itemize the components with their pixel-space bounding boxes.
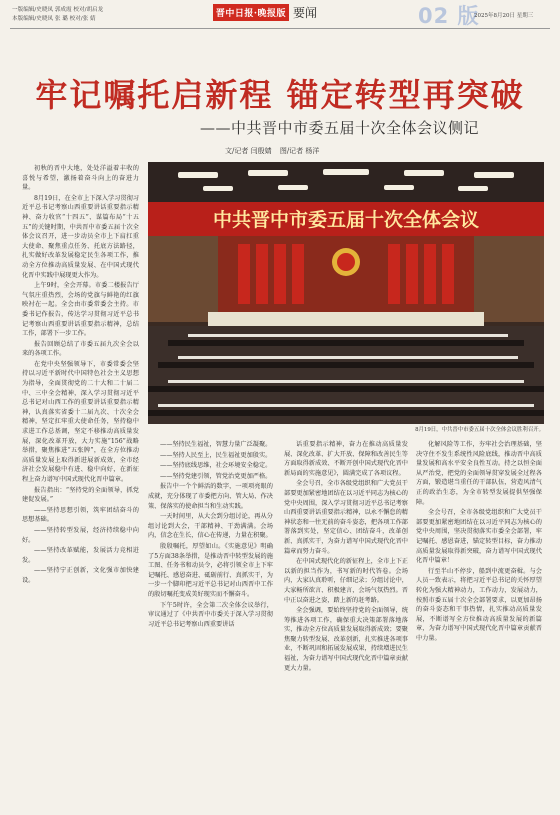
newspaper-logo: 晋中日报·晚报版 [213, 4, 289, 21]
article-paragraph: ——坚持转型发展，经济持续稳中向好。 [22, 526, 139, 544]
article-paragraph: 殷殷嘱托，厚望如山。《实施意见》明确了5方面38条举措，是推动晋中转型发展的施工图、任务书和动员令，必将引领全市上下牢记嘱托、感恩奋进、砥砺前行、真抓实干，为一步一个脚印把习近平总书记对山西晋中工作的殷切嘱托变成美好现实而不懈奋斗。 [148, 542, 273, 598]
article-paragraph: ——坚持思想引领，筑牢团结奋斗的思想基础。 [22, 506, 139, 524]
editors-line-2: 本版编辑/史晓凤 张 璐 校对/张 婧 [12, 16, 96, 22]
article-column-2 [148, 440, 273, 775]
article-paragraph: ——坚持党建引领，管党治党更加严格。 [160, 472, 272, 480]
article-subheadline: ——中共晋中市委五届十次全体会议侧记 [200, 119, 480, 137]
article-column-3 [284, 440, 408, 775]
header-divider [10, 28, 550, 29]
article-headline: 牢记嘱托启新程 锚定转型再突破 [35, 76, 525, 114]
article-paragraph: 报告中一个个鲜活的数字，一项项亮眼的成就，充分体现了市委把方向、管大局、作决策、保落实的使命担当和生动实践。 [148, 483, 273, 510]
article-paragraph: ——坚持人民至上，民生福祉更加殷实。 [160, 451, 272, 459]
article-column-1 [22, 164, 139, 776]
page-number: 02 版 [418, 4, 480, 28]
photo-banner-text: 中共晋中市委五届十次全体会议 [212, 209, 480, 231]
article-paragraph: 8月19日，在全市上下深入学习贯彻习近平总书记考察山西重要讲话重要指示精神、奋力收官“十四五”、谋篇布局“十五五”的关键时期，中共晋中市委五届十次全体会议召开，进一步动员全市上下肩扛重大使命、聚焦重点任务、托底方法路径，扎实做好改革发展稳定民生各项工作，推动全方位推动高质量发展、在中国式现代化晋中实践中展现更大作为。 [22, 194, 139, 279]
article-paragraph: 下午5时许，全会第二次全体会议举行，审议通过了《中共晋中市委关于深入学习贯彻习近平总书记考察山西重要讲话 [148, 601, 273, 628]
editors-credits [12, 6, 212, 24]
editors-line-1: 一版编辑/史晓凤 郭成霞 校对/胡启龙 [12, 7, 104, 13]
article-paragraph: ——坚持改革赋能，发展活力竞相迸发。 [22, 547, 139, 564]
article-paragraph: 在党中央坚强领导下，市委常委会坚持以习近平新时代中国特色社会主义思想为指导，全面贯彻党的二十大和二十届二中、三中全会精神，深入学习贯彻习近平总书记对山西工作的重要讲话重要指示精神，认真落实省委十二届九次、十次全会精神，坚定扛牢重大使命任务，坚持稳中求进工作总基调，坚定不移推动高质量发展，深化改革开放，大力实施“156”战略举措，聚焦推进“五张牌”，在全方位推动高质量发展上取得新进展新成效，全市经济社会发展稳中有进、稳中向好，在新征程上奋力谱写中国式现代化晋中篇章。 [22, 360, 139, 483]
article-column-4 [416, 440, 542, 775]
text-credit: 文/记者 闫殷婧 [225, 147, 272, 155]
section-name: 要闻 [293, 6, 318, 20]
article-paragraph: 报告指出：“坚持党的全面领导，抓党建促发展。” [22, 486, 139, 504]
article-paragraph: ——坚持底线思维，社会环境安全稳定。 [160, 462, 272, 470]
photo-credit: 图/记者 杨洋 [279, 147, 320, 155]
photo-caption: 8月19日，中共晋中市委五届十次全体会议胜利召开。 [415, 427, 544, 433]
article-paragraph: 化解风险等工作，夯牢社会治理基础，坚决守住不发生系统性风险底线，推动晋中高质量发展和高水平安全良性互动。持之以恒全面从严治党，把党的全面领导贯穿发展全过程各方面，锻造堪当重任的干部队伍，营造风清气正的政治生态，为全市转型发展提供坚强保障。 [416, 441, 542, 506]
article-paragraph: 在中国式现代化的新征程上，全市上下正以新的担当作为，书写新的时代答卷。会场内，大家认真聆听，仔细记录；分组讨论中，大家畅所欲言、积极建言，会场气氛热烈。晋中正以奋进之姿，踏上新的赶考路。 [284, 558, 408, 604]
article-paragraph: 话重要指示精神，奋力在推动高质量发展、深化改革、扩大开放、保障和改善民生等方面取得新成效、不断开创中国式现代化晋中新局面的实施意见》，圆满完成了各项议程。 [284, 441, 408, 477]
article-paragraph: 行至半山不停步，船到中流更奋楫。与会人员一致表示，将把习近平总书记的关怀厚望转化为强大精神动力，工作动力，发展动力，按照市委五届十次全会部署要求，以更加昂扬的奋斗姿态和干事热情，扎实推动高质量发展，不断谱写全方位推动高质量发展的新篇章，为奋力谱写中国式现代化晋中篇章贡献晋中力量。 [416, 567, 542, 642]
article-paragraph: 全会号召，全市各级党组织和广大党员干部要更加紧密地团结在以习近平同志为核心的党中央周围，深入学习贯彻习近平总书记考察山西重要讲话重要指示精神，以永不懈怠的精神状态和一往无前的奋斗姿态，把各项工作部署落到实处，坚定信心、团结奋斗，改革创新、真抓实干，为奋力谱写中国式现代化晋中篇章而努力奋斗。 [284, 480, 408, 555]
article-paragraph: 报告回顾总结了市委五届九次全会以来的各项工作。 [22, 340, 139, 358]
article-paragraph: 一天时间里，从大会到分组讨论，再从分组讨论到大会，干部精神、干劲满满。会场内，信念在生长，信心在传递，力量在积聚。 [148, 513, 273, 540]
article-paragraph: 全会强调，要始终坚持党的全面领导，统筹推进各项工作，确保重大决策部署落地落实，推动全方位高质量发展取得新成效；要聚焦聚力转型发展、改革创新，扎实推进各项事业，不断巩固和拓展发展成果，持续增进民生福祉，为奋力谱写中国式现代化晋中篇章贡献更大力量。 [284, 607, 408, 672]
article-paragraph: ——坚持民生福祉，智慧力量广泛凝聚。 [160, 441, 272, 448]
meeting-hall-illustration [148, 162, 544, 424]
article-byline [225, 146, 325, 156]
meeting-photo [148, 162, 544, 424]
article-paragraph: ——坚持宁正创新，文化强市加快建设。 [22, 567, 139, 584]
article-paragraph: 上午9时，全会开幕。市委二楼报告厅气氛庄重热烈，会场的党旗与鲜艳的红旗映衬在一起。全会由市委常委会主持。市委书记作报告，传达学习贯彻习近平总书记考察山西重要讲话重要指示精神，总结工作，部署下一步工作。 [22, 282, 139, 338]
article-paragraph: 初秋的晋中大地，处处洋溢着丰收的喜悦与希望，激扬着奋斗向上的奋进力量。 [22, 165, 139, 192]
issue-date: 2025年8月20日 星期三 [474, 13, 534, 19]
article-paragraph: 全会号召，全市各级党组织和广大党员干部要更加紧密地团结在以习近平同志为核心的党中央周围，坚决贯彻落实市委全会部署，牢记嘱托、感恩奋进，锚定转型目标，奋力推动高质量发展取得新突破，奋力谱写中国式现代化晋中篇章！ [416, 509, 542, 565]
